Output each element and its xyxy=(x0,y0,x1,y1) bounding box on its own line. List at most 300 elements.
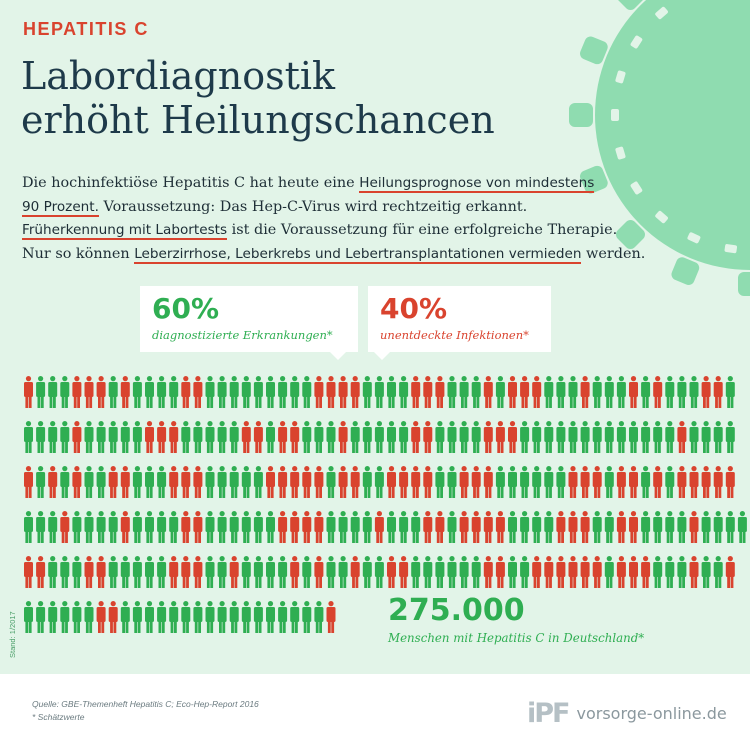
person-icon-diagnosed xyxy=(85,511,94,543)
person-icon-diagnosed xyxy=(36,376,45,408)
person-icon-diagnosed xyxy=(363,421,372,453)
person-icon-undetected xyxy=(581,466,590,498)
person-icon-undetected xyxy=(726,556,735,588)
person-icon-undetected xyxy=(290,556,299,588)
person-icon-diagnosed xyxy=(738,511,747,543)
person-icon-undetected xyxy=(556,511,565,543)
person-icon-diagnosed xyxy=(593,376,602,408)
person-icon-undetected xyxy=(181,466,190,498)
person-icon-diagnosed xyxy=(665,376,674,408)
person-icon-undetected xyxy=(472,466,481,498)
person-icon-undetected xyxy=(72,466,81,498)
person-icon-undetected xyxy=(411,466,420,498)
person-icon-undetected xyxy=(339,376,348,408)
title-line-2: erhöht Heilungschancen xyxy=(21,98,495,142)
person-icon-undetected xyxy=(193,376,202,408)
person-icon-diagnosed xyxy=(605,466,614,498)
person-icon-diagnosed xyxy=(24,421,33,453)
person-icon-diagnosed xyxy=(605,421,614,453)
person-icon-diagnosed xyxy=(496,466,505,498)
person-icon-diagnosed xyxy=(290,601,299,633)
person-icon-undetected xyxy=(629,376,638,408)
person-icon-undetected xyxy=(254,421,263,453)
person-icon-diagnosed xyxy=(327,421,336,453)
person-icon-diagnosed xyxy=(218,466,227,498)
person-icon-diagnosed xyxy=(121,556,130,588)
person-icon-diagnosed xyxy=(387,421,396,453)
person-icon-undetected xyxy=(85,556,94,588)
person-icon-diagnosed xyxy=(254,466,263,498)
person-icon-diagnosed xyxy=(314,601,323,633)
person-icon-undetected xyxy=(302,466,311,498)
person-icon-undetected xyxy=(278,466,287,498)
person-icon-undetected xyxy=(60,511,69,543)
person-icon-undetected xyxy=(97,376,106,408)
person-icon-undetected xyxy=(544,556,553,588)
person-icon-undetected xyxy=(532,556,541,588)
person-icon-diagnosed xyxy=(726,511,735,543)
person-icon-diagnosed xyxy=(254,556,263,588)
person-icon-diagnosed xyxy=(145,466,154,498)
person-icon-diagnosed xyxy=(85,601,94,633)
person-icon-diagnosed xyxy=(36,466,45,498)
highlight-leberzirrhose: Leberzirrhose, Leberkrebs und Lebertransplantationen vermieden xyxy=(134,245,582,262)
person-icon-undetected xyxy=(314,511,323,543)
person-icon-undetected xyxy=(72,376,81,408)
person-icon-undetected xyxy=(714,466,723,498)
person-icon-undetected xyxy=(169,556,178,588)
person-icon-diagnosed xyxy=(327,466,336,498)
person-icon-diagnosed xyxy=(399,511,408,543)
person-icon-undetected xyxy=(302,511,311,543)
logo-mark: iPF xyxy=(527,697,569,729)
person-icon-diagnosed xyxy=(702,556,711,588)
person-icon-diagnosed xyxy=(218,376,227,408)
person-icon-undetected xyxy=(629,511,638,543)
person-icon-diagnosed xyxy=(242,466,251,498)
person-icon-undetected xyxy=(593,466,602,498)
person-icon-diagnosed xyxy=(520,466,529,498)
highlight-heilungsprognose: Heilungsprognose von mindestens xyxy=(359,175,595,191)
person-icon-undetected xyxy=(653,376,662,408)
person-icon-undetected xyxy=(714,376,723,408)
person-icon-undetected xyxy=(339,466,348,498)
highlight-90-prozent: 90 Prozent. xyxy=(22,198,99,215)
person-icon-diagnosed xyxy=(60,376,69,408)
person-icon-diagnosed xyxy=(690,376,699,408)
person-icon-diagnosed xyxy=(448,421,457,453)
undetected-caption: unentdeckte Infektionen* xyxy=(380,328,529,342)
person-icon-diagnosed xyxy=(169,601,178,633)
intro-text-3: ist die Voraussetzung für eine erfolgreiche Therapie. xyxy=(227,222,618,238)
person-icon-diagnosed xyxy=(218,556,227,588)
person-icon-diagnosed xyxy=(109,556,118,588)
person-icon-undetected xyxy=(121,376,130,408)
person-icon-undetected xyxy=(193,466,202,498)
person-icon-undetected xyxy=(399,556,408,588)
person-icon-diagnosed xyxy=(435,466,444,498)
person-icon-undetected xyxy=(411,421,420,453)
person-icon-undetected xyxy=(351,556,360,588)
estimate-note: * Schätzwerte xyxy=(32,712,85,722)
person-icon-diagnosed xyxy=(48,511,57,543)
person-icon-diagnosed xyxy=(109,511,118,543)
person-icon-diagnosed xyxy=(617,421,626,453)
person-icon-diagnosed xyxy=(169,376,178,408)
person-icon-diagnosed xyxy=(266,376,275,408)
person-icon-diagnosed xyxy=(544,511,553,543)
person-icon-diagnosed xyxy=(60,601,69,633)
person-icon-undetected xyxy=(484,376,493,408)
person-icon-diagnosed xyxy=(351,511,360,543)
person-icon-diagnosed xyxy=(569,376,578,408)
person-icon-diagnosed xyxy=(339,556,348,588)
person-icon-undetected xyxy=(677,421,686,453)
person-icon-undetected xyxy=(435,376,444,408)
person-icon-diagnosed xyxy=(145,376,154,408)
person-icon-diagnosed xyxy=(133,466,142,498)
person-icon-undetected xyxy=(157,421,166,453)
person-icon-diagnosed xyxy=(448,556,457,588)
person-icon-diagnosed xyxy=(218,421,227,453)
person-icon-diagnosed xyxy=(532,511,541,543)
person-icon-undetected xyxy=(181,511,190,543)
person-icon-diagnosed xyxy=(230,466,239,498)
intro-text-5: werden. xyxy=(581,245,646,262)
person-icon-undetected xyxy=(327,376,336,408)
person-icon-diagnosed xyxy=(387,376,396,408)
person-icon-diagnosed xyxy=(327,511,336,543)
person-icon-diagnosed xyxy=(690,421,699,453)
person-icon-undetected xyxy=(278,511,287,543)
person-icon-undetected xyxy=(327,601,336,633)
person-icon-diagnosed xyxy=(133,556,142,588)
person-icon-diagnosed xyxy=(726,376,735,408)
person-icon-undetected xyxy=(702,466,711,498)
person-icon-diagnosed xyxy=(242,511,251,543)
person-icon-undetected xyxy=(690,466,699,498)
person-icon-diagnosed xyxy=(496,376,505,408)
person-icon-undetected xyxy=(97,601,106,633)
person-icon-undetected xyxy=(314,376,323,408)
person-icon-diagnosed xyxy=(363,466,372,498)
person-icon-undetected xyxy=(496,511,505,543)
person-icon-diagnosed xyxy=(242,376,251,408)
intro-text-1: Die hochinfektiöse Hepatitis C hat heute eine xyxy=(22,175,360,191)
person-icon-diagnosed xyxy=(97,511,106,543)
person-icon-undetected xyxy=(581,376,590,408)
person-icon-undetected xyxy=(24,376,33,408)
person-icon-diagnosed xyxy=(181,601,190,633)
person-icon-diagnosed xyxy=(532,421,541,453)
person-icon-diagnosed xyxy=(714,421,723,453)
person-icon-undetected xyxy=(387,556,396,588)
person-icon-diagnosed xyxy=(472,376,481,408)
person-icon-diagnosed xyxy=(121,601,130,633)
person-icon-diagnosed xyxy=(532,466,541,498)
person-icon-diagnosed xyxy=(520,421,529,453)
person-icon-diagnosed xyxy=(60,466,69,498)
person-icon-diagnosed xyxy=(665,421,674,453)
person-icon-undetected xyxy=(702,376,711,408)
person-icon-diagnosed xyxy=(145,601,154,633)
person-icon-diagnosed xyxy=(133,376,142,408)
person-icon-undetected xyxy=(677,466,686,498)
person-icon-diagnosed xyxy=(157,556,166,588)
person-icon-undetected xyxy=(169,466,178,498)
person-icon-undetected xyxy=(435,511,444,543)
person-icon-diagnosed xyxy=(230,601,239,633)
person-icon-diagnosed xyxy=(254,601,263,633)
person-icon-diagnosed xyxy=(448,376,457,408)
person-icon-undetected xyxy=(484,556,493,588)
person-icon-diagnosed xyxy=(72,556,81,588)
person-icon-diagnosed xyxy=(302,421,311,453)
intro-text-4: Nur so können xyxy=(22,245,135,262)
person-icon-diagnosed xyxy=(435,421,444,453)
person-icon-undetected xyxy=(193,556,202,588)
person-icon-diagnosed xyxy=(133,511,142,543)
person-icon-diagnosed xyxy=(593,511,602,543)
person-icon-diagnosed xyxy=(520,556,529,588)
person-icon-undetected xyxy=(72,421,81,453)
person-icon-diagnosed xyxy=(278,376,287,408)
person-icon-diagnosed xyxy=(36,601,45,633)
person-icon-diagnosed xyxy=(36,421,45,453)
person-icon-diagnosed xyxy=(314,421,323,453)
source-note xyxy=(32,698,259,724)
person-icon-undetected xyxy=(36,556,45,588)
person-icon-diagnosed xyxy=(327,556,336,588)
person-icon-undetected xyxy=(508,376,517,408)
person-icon-undetected xyxy=(375,511,384,543)
person-icon-undetected xyxy=(569,556,578,588)
total-number: 275.000 xyxy=(388,593,525,628)
person-icon-undetected xyxy=(121,511,130,543)
person-icon-undetected xyxy=(423,466,432,498)
person-icon-diagnosed xyxy=(121,421,130,453)
person-icon-diagnosed xyxy=(448,466,457,498)
person-icon-diagnosed xyxy=(206,556,215,588)
person-icon-diagnosed xyxy=(641,466,650,498)
person-icon-diagnosed xyxy=(72,601,81,633)
person-icon-diagnosed xyxy=(448,511,457,543)
person-icon-undetected xyxy=(460,511,469,543)
person-icon-diagnosed xyxy=(242,556,251,588)
person-icon-diagnosed xyxy=(48,376,57,408)
person-icon-diagnosed xyxy=(193,421,202,453)
person-icon-diagnosed xyxy=(508,556,517,588)
person-icon-diagnosed xyxy=(375,376,384,408)
person-icon-diagnosed xyxy=(157,466,166,498)
diagnosed-caption: diagnostizierte Erkrankungen* xyxy=(152,328,333,342)
person-icon-undetected xyxy=(48,466,57,498)
person-icon-diagnosed xyxy=(206,511,215,543)
person-icon-diagnosed xyxy=(266,511,275,543)
person-icon-diagnosed xyxy=(605,511,614,543)
person-icon-diagnosed xyxy=(702,421,711,453)
person-icon-diagnosed xyxy=(593,421,602,453)
person-icon-diagnosed xyxy=(375,421,384,453)
person-icon-diagnosed xyxy=(85,421,94,453)
person-icon-diagnosed xyxy=(423,556,432,588)
person-icon-diagnosed xyxy=(181,421,190,453)
person-icon-undetected xyxy=(411,376,420,408)
person-icon-undetected xyxy=(290,466,299,498)
person-icon-diagnosed xyxy=(472,421,481,453)
person-icon-diagnosed xyxy=(24,601,33,633)
person-icon-diagnosed xyxy=(411,511,420,543)
person-icon-undetected xyxy=(629,466,638,498)
person-icon-diagnosed xyxy=(726,421,735,453)
highlight-frueherkennung: Früherkennung mit Labortests xyxy=(22,222,228,238)
person-icon-diagnosed xyxy=(254,376,263,408)
person-icon-undetected xyxy=(423,421,432,453)
person-icon-diagnosed xyxy=(339,511,348,543)
person-icon-diagnosed xyxy=(109,376,118,408)
person-icon-undetected xyxy=(556,556,565,588)
person-icon-undetected xyxy=(629,556,638,588)
person-icon-diagnosed xyxy=(133,601,142,633)
person-icon-diagnosed xyxy=(302,376,311,408)
kicker: HEPATITIS C xyxy=(23,19,149,39)
person-icon-diagnosed xyxy=(653,421,662,453)
person-icon-undetected xyxy=(314,556,323,588)
person-icon-diagnosed xyxy=(399,421,408,453)
person-icon-diagnosed xyxy=(435,556,444,588)
person-icon-undetected xyxy=(569,466,578,498)
person-icon-diagnosed xyxy=(569,421,578,453)
person-icon-undetected xyxy=(109,466,118,498)
person-icon-diagnosed xyxy=(665,556,674,588)
person-icon-diagnosed xyxy=(60,421,69,453)
person-icon-undetected xyxy=(726,466,735,498)
person-icon-undetected xyxy=(520,376,529,408)
person-icon-diagnosed xyxy=(60,556,69,588)
person-icon-undetected xyxy=(24,466,33,498)
person-icon-undetected xyxy=(617,511,626,543)
person-icon-diagnosed xyxy=(36,511,45,543)
person-icon-diagnosed xyxy=(387,511,396,543)
person-icon-undetected xyxy=(351,376,360,408)
person-icon-diagnosed xyxy=(460,556,469,588)
person-icon-diagnosed xyxy=(677,376,686,408)
diagnosed-percent: 60% xyxy=(152,292,220,325)
person-icon-diagnosed xyxy=(278,601,287,633)
person-icon-undetected xyxy=(593,556,602,588)
person-icon-undetected xyxy=(423,511,432,543)
person-icon-undetected xyxy=(581,556,590,588)
person-icon-diagnosed xyxy=(278,556,287,588)
person-icon-diagnosed xyxy=(24,511,33,543)
person-icon-diagnosed xyxy=(641,376,650,408)
person-icon-diagnosed xyxy=(242,601,251,633)
person-icon-diagnosed xyxy=(266,601,275,633)
person-icon-diagnosed xyxy=(653,556,662,588)
person-icon-undetected xyxy=(460,466,469,498)
person-icon-diagnosed xyxy=(677,511,686,543)
person-icon-diagnosed xyxy=(97,466,106,498)
person-icon-diagnosed xyxy=(460,421,469,453)
person-icon-diagnosed xyxy=(206,601,215,633)
undetected-percent: 40% xyxy=(380,292,448,325)
person-icon-diagnosed xyxy=(109,421,118,453)
person-icon-diagnosed xyxy=(605,376,614,408)
person-icon-undetected xyxy=(387,466,396,498)
person-icon-undetected xyxy=(85,376,94,408)
person-icon-diagnosed xyxy=(266,556,275,588)
person-icon-undetected xyxy=(24,556,33,588)
person-icon-undetected xyxy=(496,556,505,588)
person-icon-diagnosed xyxy=(48,421,57,453)
person-icon-diagnosed xyxy=(230,511,239,543)
person-icon-diagnosed xyxy=(641,511,650,543)
intro-text-2: Voraussetzung: Das Hep-C-Virus wird rechtzeitig erkannt. xyxy=(98,198,528,215)
person-icon-undetected xyxy=(278,421,287,453)
person-icon-diagnosed xyxy=(714,511,723,543)
person-icon-diagnosed xyxy=(206,421,215,453)
person-icon-diagnosed xyxy=(581,421,590,453)
person-icon-diagnosed xyxy=(714,556,723,588)
person-icon-diagnosed xyxy=(677,556,686,588)
person-icon-diagnosed xyxy=(85,466,94,498)
person-icon-undetected xyxy=(145,421,154,453)
person-icon-diagnosed xyxy=(97,421,106,453)
person-icon-undetected xyxy=(484,466,493,498)
person-icon-diagnosed xyxy=(544,421,553,453)
person-icon-diagnosed xyxy=(193,601,202,633)
person-icon-undetected xyxy=(339,421,348,453)
person-icon-diagnosed xyxy=(544,466,553,498)
person-icon-diagnosed xyxy=(363,511,372,543)
person-icon-diagnosed xyxy=(665,466,674,498)
person-icon-diagnosed xyxy=(169,511,178,543)
person-icon-undetected xyxy=(508,421,517,453)
person-icon-diagnosed xyxy=(230,421,239,453)
person-icon-diagnosed xyxy=(508,466,517,498)
person-icon-undetected xyxy=(690,511,699,543)
person-icon-diagnosed xyxy=(665,511,674,543)
person-icon-diagnosed xyxy=(641,421,650,453)
person-icon-diagnosed xyxy=(544,376,553,408)
person-icon-diagnosed xyxy=(702,511,711,543)
person-icon-diagnosed xyxy=(254,511,263,543)
person-icon-diagnosed xyxy=(556,421,565,453)
source-line: Quelle: GBE-Themenheft Hepatitis C; Eco-Hep-Report 2016 xyxy=(32,699,259,709)
person-icon-diagnosed xyxy=(363,376,372,408)
person-icon-undetected xyxy=(314,466,323,498)
person-icon-diagnosed xyxy=(48,601,57,633)
person-icon-undetected xyxy=(423,376,432,408)
person-icon-diagnosed xyxy=(508,511,517,543)
person-icon-diagnosed xyxy=(218,511,227,543)
person-icon-undetected xyxy=(290,511,299,543)
brand-logo[interactable] xyxy=(527,698,727,728)
person-icon-undetected xyxy=(242,421,251,453)
person-icon-undetected xyxy=(484,511,493,543)
total-caption: Menschen mit Hepatitis C in Deutschland* xyxy=(388,631,645,645)
person-icon-diagnosed xyxy=(520,511,529,543)
person-icon-undetected xyxy=(169,421,178,453)
person-icon-undetected xyxy=(399,466,408,498)
person-icon-diagnosed xyxy=(375,466,384,498)
title-line-1: Labordiagnostik xyxy=(21,54,336,98)
person-icon-undetected xyxy=(653,466,662,498)
person-icon-undetected xyxy=(690,556,699,588)
person-icon-diagnosed xyxy=(399,376,408,408)
person-icon-diagnosed xyxy=(266,421,275,453)
person-icon-diagnosed xyxy=(72,511,81,543)
